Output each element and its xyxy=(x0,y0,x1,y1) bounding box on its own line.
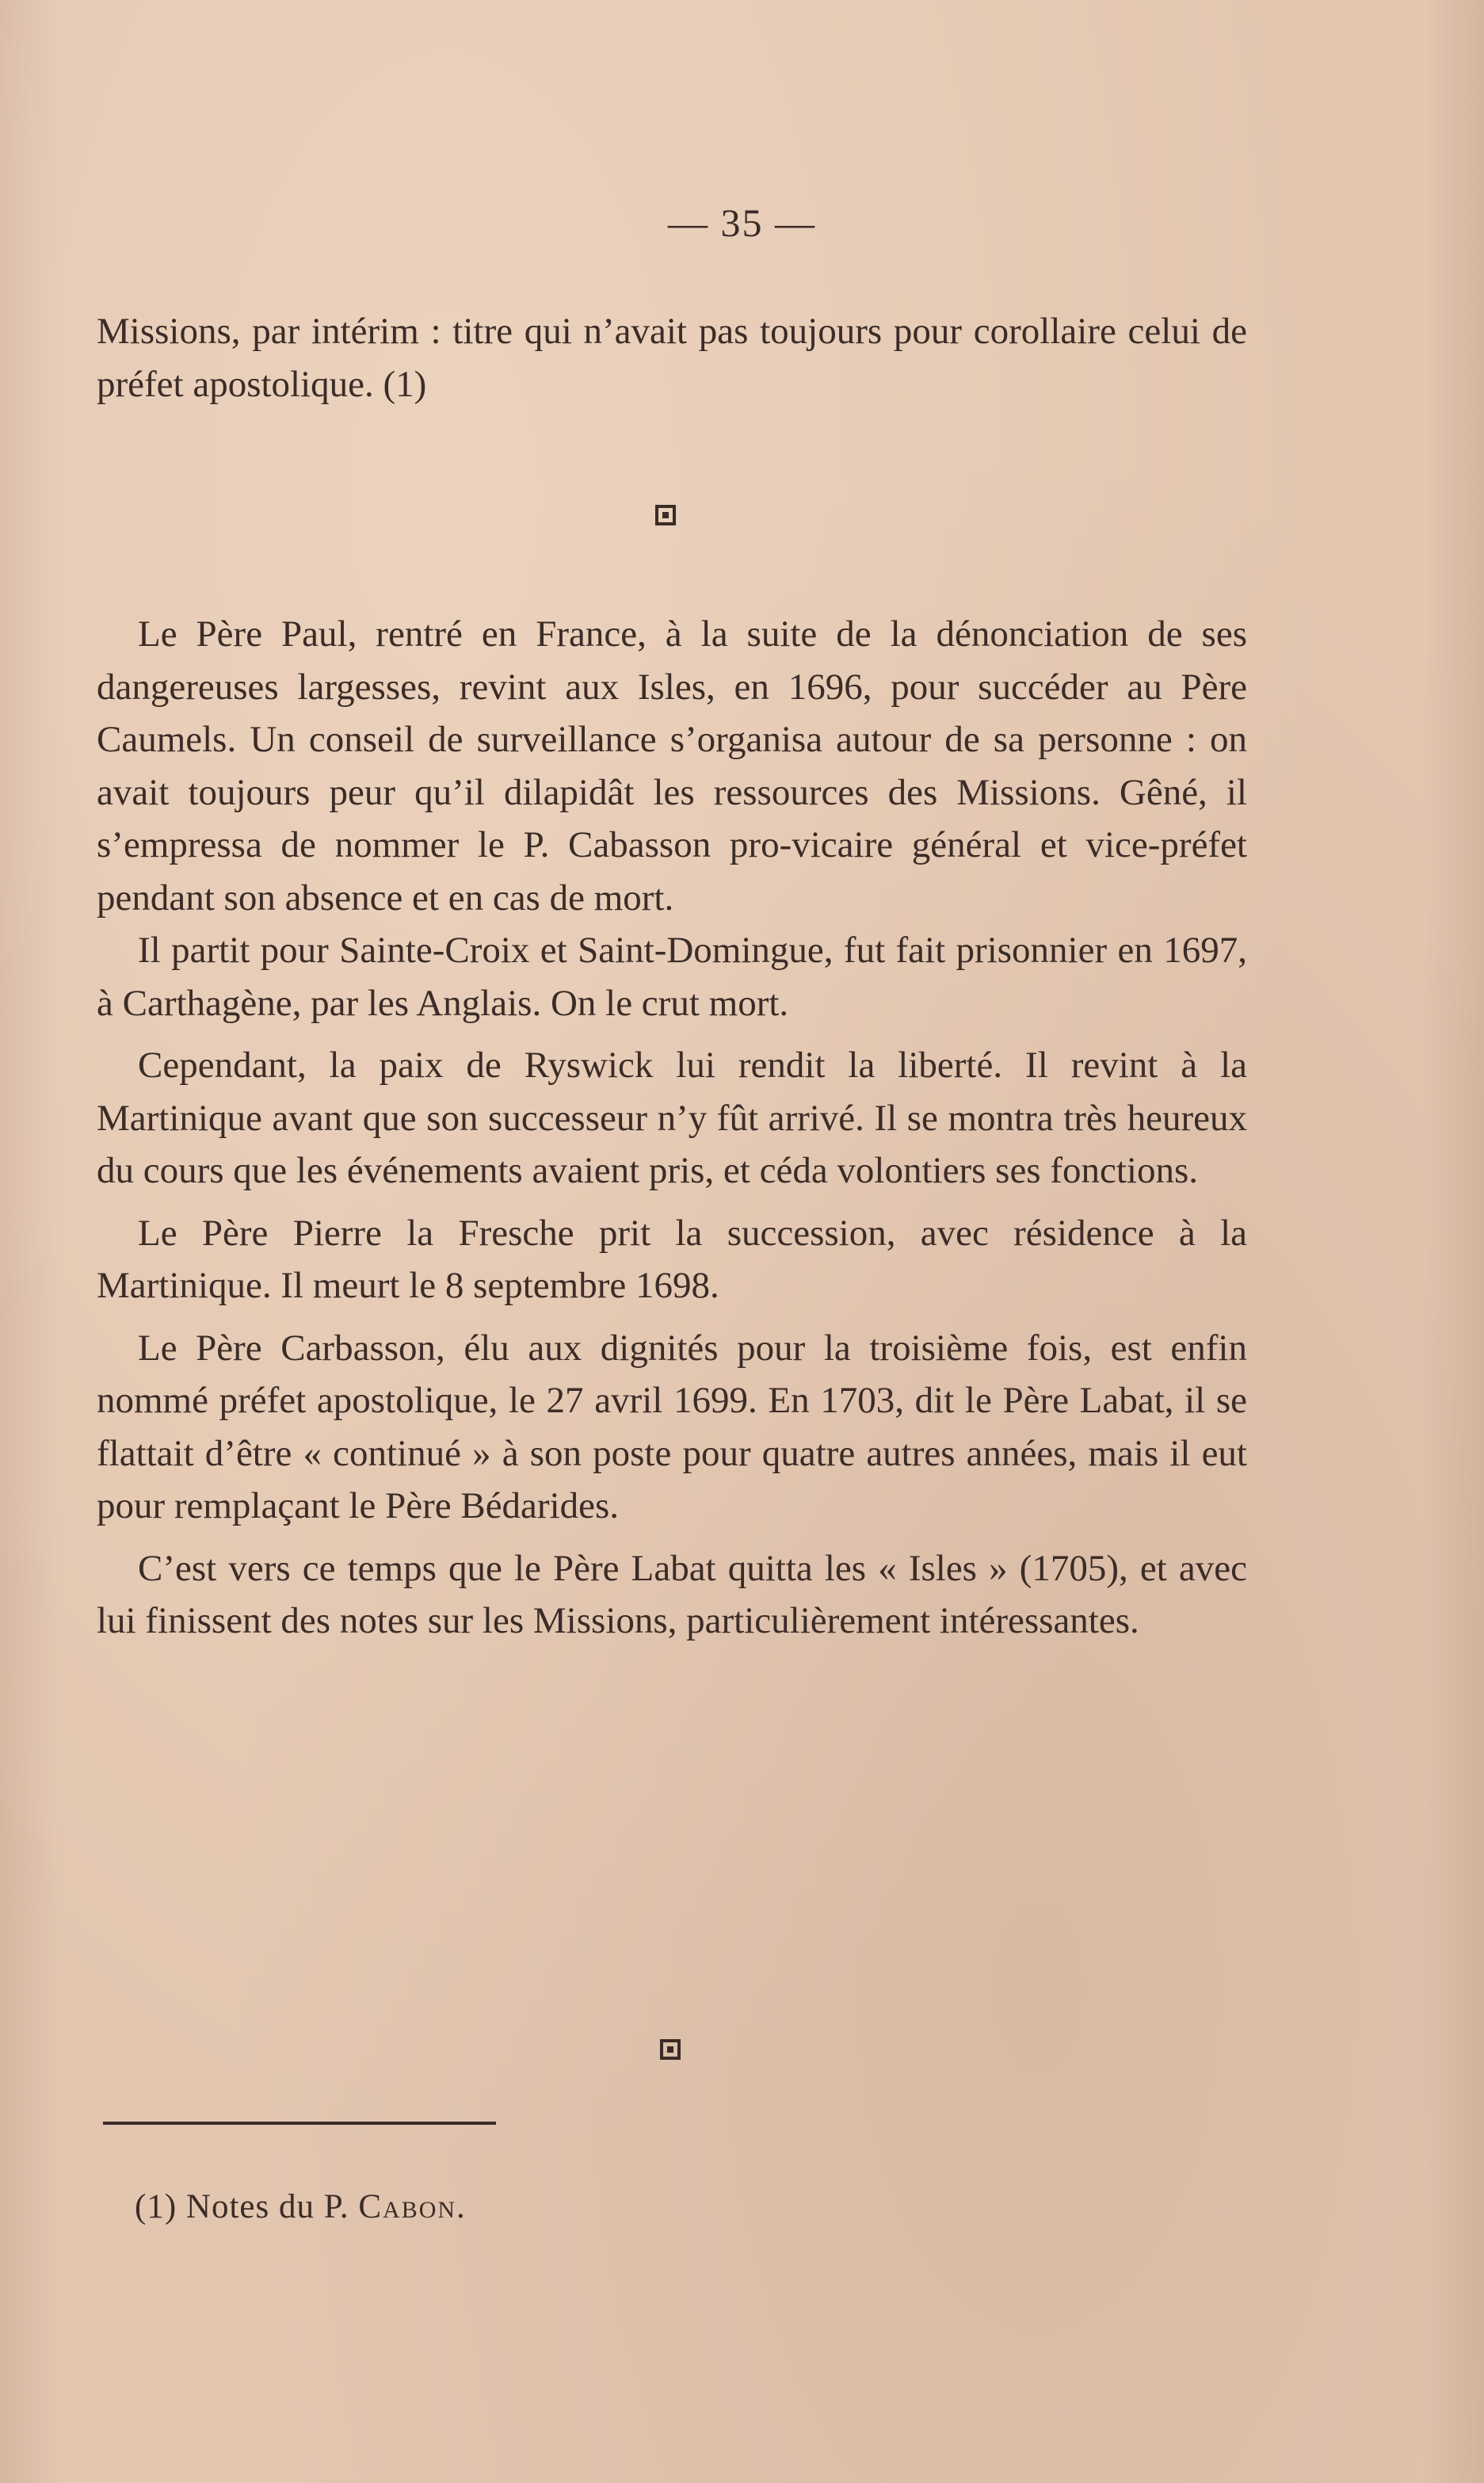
footnote-divider xyxy=(103,2122,496,2125)
footnote-author: Cabon. xyxy=(358,2188,467,2225)
paragraph-1: Le Père Paul, rentré en France, à la suite de la dénonciation de ses dangereuses largesses, revint aux Isles, en 1696, pour succéder au Père Caumels. Un conseil de surveillance s’organisa autour de sa personne : on avait toujours peur qu’il dilapidât les ressources des Missions. Gêné, il s’empressa de nommer le P. Cabasson pro-vicaire général et vice-préfet pendant son absence et en cas de mort. xyxy=(97,613,1247,919)
footnote-text: Notes du P. xyxy=(185,2188,349,2225)
paragraph-5: Le Père Carbasson, élu aux dignités pour la troisième fois, est enfin nommé préfet apostolique, le 27 avril 1699. En 1703, dit le Père Labat, il se flattait d’être « continué » à son poste pour quatre autres années, mais il eut pour remplaçant le Père Bédarides. xyxy=(97,1327,1247,1526)
paragraph-4: Le Père Pierre la Fresche prit la succession, avec résidence à la Martinique. Il meurt le 8 septembre 1698. xyxy=(97,1212,1247,1306)
paragraph-6: C’est vers ce temps que le Père Labat quitta les « Isles » (1705), et avec lui finissent des notes sur les Missions, particulièrement intéressantes. xyxy=(97,1547,1247,1641)
page-number: — 35 — xyxy=(668,201,816,245)
paragraph-2: Il partit pour Sainte-Croix et Saint-Domingue, fut fait prisonnier en 1697, à Carthagène, par les Anglais. On le crut mort. xyxy=(97,930,1247,1024)
paragraph-3: Cependant, la paix de Ryswick lui rendit la liberté. Il revint à la Martinique avant que son successeur n’y fût arrivé. Il se montra très heureux du cours que les événements avaient pris, et céda volontiers ses fonctions. xyxy=(97,1045,1247,1191)
body-text xyxy=(97,608,1247,1648)
section-ornament-icon xyxy=(655,505,676,525)
footnote xyxy=(135,2187,467,2226)
end-ornament-icon xyxy=(660,2039,681,2060)
footnote-marker: (1) xyxy=(135,2188,177,2225)
intro-paragraph xyxy=(97,305,1247,411)
intro-text: Missions, par intérim : titre qui n’avait pas toujours pour corollaire celui de préfet apostolique. (1) xyxy=(97,311,1247,405)
